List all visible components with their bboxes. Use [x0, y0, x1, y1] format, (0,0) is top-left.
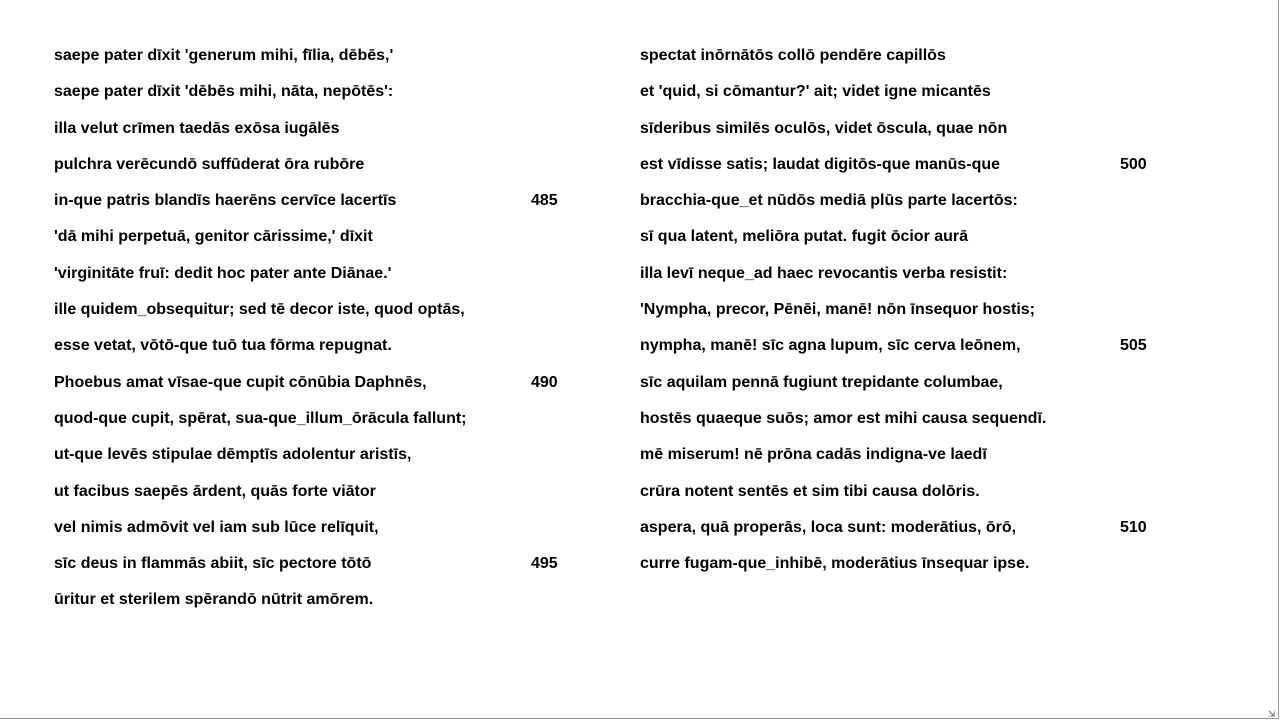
line-number: 510: [1120, 518, 1147, 536]
verse-line: [54, 371, 594, 407]
verse-line: [54, 334, 594, 370]
verse-line: [54, 44, 594, 80]
verse-text: mē miserum! nē prōna cadās indigna-ve laedī: [640, 446, 987, 464]
verse-line: [640, 516, 1200, 552]
verse-line: [54, 225, 594, 261]
verse-text: aspera, quā properās, loca sunt: moderātius, ōrō,: [640, 518, 1017, 536]
verse-line: [640, 480, 1200, 516]
verse-line: [54, 407, 594, 443]
verse-text: spectat inōrnātōs collō pendēre capillōs: [640, 47, 946, 64]
verse-line: [640, 153, 1200, 189]
verse-line: [54, 262, 594, 298]
verse-text: 'virginitāte fruī: dedit hoc pater ante Diānae.': [54, 264, 392, 282]
verse-text: 'Nympha, precor, Pēnēi, manē! nōn īnsequor hostis;: [640, 301, 1035, 319]
line-number: 500: [1120, 155, 1147, 173]
verse-text: 'dā mihi perpetuā, genitor cārissime,' dīxit: [54, 228, 373, 246]
verse-line: [54, 189, 594, 225]
verse-line: [54, 298, 594, 334]
verse-text: curre fugam-que_inhibē, moderātius īnsequar ipse.: [640, 555, 1030, 573]
verse-text: sīc deus in flammās abiit, sīc pectore tōtō: [54, 555, 372, 573]
verse-text: sīc aquilam pennā fugiunt trepidante columbae,: [640, 373, 1003, 391]
line-number: 495: [531, 555, 558, 573]
verse-line: [640, 80, 1200, 116]
verse-text: saepe pater dīxit 'dēbēs mihi, nāta, nepōtēs':: [54, 83, 394, 101]
verse-text: illa velut crīmen taedās exōsa iugālēs: [54, 119, 340, 137]
verse-line: [640, 371, 1200, 407]
verse-text: illa levī neque_ad haec revocantis verba resistit:: [640, 264, 1008, 282]
verse-line: [640, 298, 1200, 334]
verse-text: ut-que levēs stipulae dēmptīs adolentur aristīs,: [54, 446, 412, 464]
verse-line: [640, 117, 1200, 153]
verse-text: ūritur et sterilem spērandō nūtrit amōrem.: [54, 591, 374, 609]
verse-text: ut facibus saepēs ārdent, quās forte viātor: [54, 482, 376, 500]
right-verse-column: [640, 44, 1200, 588]
line-number: 485: [531, 192, 558, 210]
verse-text: est vīdisse satis; laudat digitōs-que manūs-que: [640, 155, 1001, 173]
resize-grip-icon[interactable]: ⇲: [1268, 709, 1276, 719]
verse-line: [54, 480, 594, 516]
verse-line: [54, 80, 594, 116]
verse-line: [54, 153, 594, 189]
verse-text: saepe pater dīxit 'generum mihi, fīlia, dēbēs,': [54, 47, 394, 64]
verse-line: [54, 516, 594, 552]
verse-text: bracchia-que_et nūdōs mediā plūs parte lacertōs:: [640, 192, 1018, 210]
verse-text: quod-que cupit, spērat, sua-que_illum_ōrācula fallunt;: [54, 409, 467, 427]
verse-line: [54, 552, 594, 588]
verse-line: [640, 44, 1200, 80]
line-number: 505: [1120, 337, 1147, 355]
verse-line: [640, 552, 1200, 588]
verse-text: hostēs quaeque suōs; amor est mihi causa sequendī.: [640, 409, 1047, 427]
verse-text: ille quidem_obsequitur; sed tē decor iste, quod optās,: [54, 301, 465, 319]
verse-text: Phoebus amat vīsae-que cupit cōnūbia Daphnēs,: [54, 373, 427, 391]
verse-line: [640, 225, 1200, 261]
verse-line: [640, 189, 1200, 225]
verse-text: sī qua latent, meliōra putat. fugit ōcior aurā: [640, 228, 969, 246]
verse-text: nympha, manē! sīc agna lupum, sīc cerva leōnem,: [640, 337, 1021, 355]
verse-line: [54, 443, 594, 479]
verse-text: esse vetat, vōtō-que tuō tua fōrma repugnat.: [54, 337, 392, 355]
line-number: 490: [531, 373, 558, 391]
verse-text: in-que patris blandīs haerēns cervīce lacertīs: [54, 192, 397, 210]
verse-text: et 'quid, si cōmantur?' ait; videt igne micantēs: [640, 83, 991, 101]
verse-text: pulchra verēcundō suffūderat ōra rubōre: [54, 155, 365, 173]
verse-text: vel nimis admōvit vel iam sub lūce relīquit,: [54, 518, 379, 536]
verse-line: [640, 262, 1200, 298]
verse-line: [54, 588, 594, 624]
verse-line: [640, 334, 1200, 370]
verse-line: [54, 117, 594, 153]
verse-text: sīderibus similēs oculōs, videt ōscula, quae nōn: [640, 119, 1008, 137]
left-verse-column: [54, 44, 594, 625]
verse-text: crūra notent sentēs et sim tibi causa dolōris.: [640, 482, 980, 500]
verse-line: [640, 407, 1200, 443]
verse-line: [640, 443, 1200, 479]
